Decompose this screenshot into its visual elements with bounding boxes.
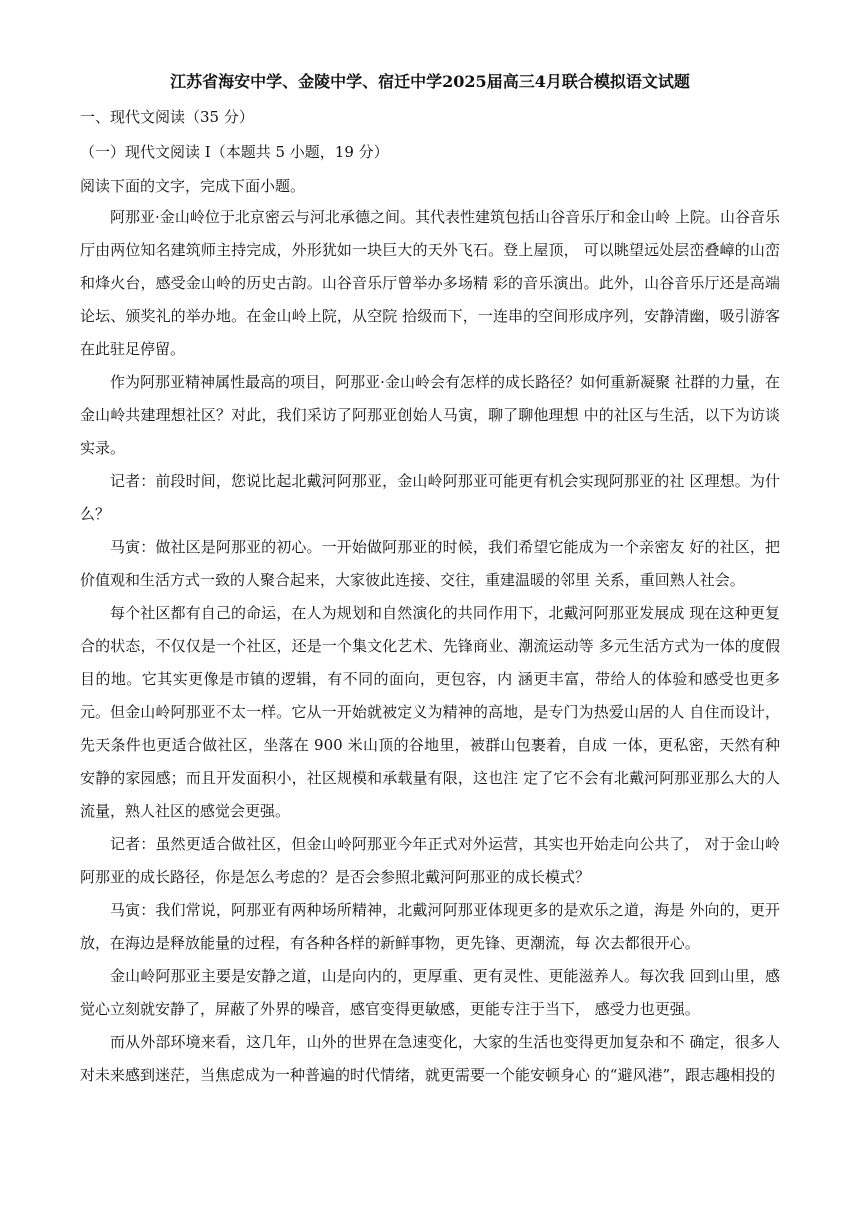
paragraph-3: 记者：前段时间，您说比起北戴河阿那亚，金山岭阿那亚可能更有机会实现阿那亚的社 区理想。为什么？ bbox=[80, 472, 780, 523]
paragraph-5: 每个社区都有自己的命运，在人为规划和自然演化的共同作用下，北戴河阿那亚发展成 现在这种更复合的状态，不仅仅是一个社区，还是一个集文化艺术、先锋商业、潮流运动等 多元生活方式为一体的度假目的地。它其实更像是市镇的逻辑，有不同的面向，更包容，内 涵更丰富，带给人的体验和感受也更多元。 bbox=[80, 604, 780, 721]
paragraph-6: 但金山岭阿那亚不太一样。它从一开始就被定义为精神的高地，是专门为热爱山居的人 自住而设计，先天条件也更适合做社区，坐落在 900 米山顶的谷地里，被群山包裹着，自成 一体，更私密，天然有种安静的家园感；而且开发面积小，社区规模和承载量有限，这也注 定了它不会有北戴河阿那亚那么大的人流量，熟人社区的感觉会更强。 bbox=[80, 703, 780, 820]
reading-instruction: 阅读下面的文字，完成下面小题。 bbox=[80, 177, 306, 195]
paragraph-4: 马寅：做社区是阿那亚的初心。一开始做阿那亚的时候，我们希望它能成为一个亲密友 好的社区，把价值观和生活方式一致的人聚合起来，大家彼此连接、交往，重建温暖的邻里 关系，重回熟人社会。 bbox=[80, 538, 780, 589]
section-heading: 一、现代文阅读（35 分） bbox=[80, 108, 254, 126]
paragraph-8: 马寅：我们常说，阿那亚有两种场所精神，北戴河阿那亚体现更多的是欢乐之道，海是 外向的，更开放，在海边是释放能量的过程，有各种各样的新鲜事物，更先锋、更潮流，每 次去都很开心。 bbox=[80, 901, 780, 952]
exam-title: 江苏省海安中学、金陵中学、宿迁中学2025届高三4月联合模拟语文试题 bbox=[170, 72, 690, 91]
paragraph-7: 记者：虽然更适合做社区，但金山岭阿那亚今年正式对外运营，其实也开始走向公共了， 对于金山岭阿那亚的成长路径，你是怎么考虑的？是否会参照北戴河阿那亚的成长模式？ bbox=[80, 835, 780, 886]
paragraph-2: 作为阿那亚精神属性最高的项目，阿那亚·金山岭会有怎样的成长路径？如何重新凝聚 社群的力量，在金山岭共建理想社区？对此，我们采访了阿那亚创始人马寅，聊了聊他理想 中的社区与生活，以下为访谈实录。 bbox=[80, 373, 780, 457]
paragraph-9: 金山岭阿那亚主要是安静之道，山是向内的，更厚重、更有灵性、更能滋养人。每次我 回到山里，感觉心立刻就安静了，屏蔽了外界的噪音，感官变得更敏感，更能专注于当下， 感受力也更强。 bbox=[80, 967, 780, 1018]
subsection-heading: （一）现代文阅读 I（本题共 5 小题，19 分） bbox=[80, 143, 389, 161]
paragraph-10: 而从外部环境来看，这几年，山外的世界在急速变化，大家的生活也变得更加复杂和不 确定，很多人对未来感到迷茫，当焦虑成为一种普遍的时代情绪，就更需要一个能安顿身心 的“避风港”，跟志趣相投的 bbox=[80, 1033, 780, 1084]
paragraph-1: 阿那亚·金山岭位于北京密云与河北承德之间。其代表性建筑包括山谷音乐厅和金山岭 上院。山谷音乐厅由两位知名建筑师主持完成，外形犹如一块巨大的天外飞石。登上屋顶， 可以眺望远处层峦叠嶂的山峦和烽火台，感受金山岭的历史古韵。山谷音乐厅曾举办多场精 彩的音乐演出。此外，山谷音乐厅还是高端论坛、颁奖礼的举办地。在金山岭上院，从空院 拾级而下，一连串的空间形成序列，安静清幽，吸引游客在此驻足停留。 bbox=[80, 208, 780, 358]
